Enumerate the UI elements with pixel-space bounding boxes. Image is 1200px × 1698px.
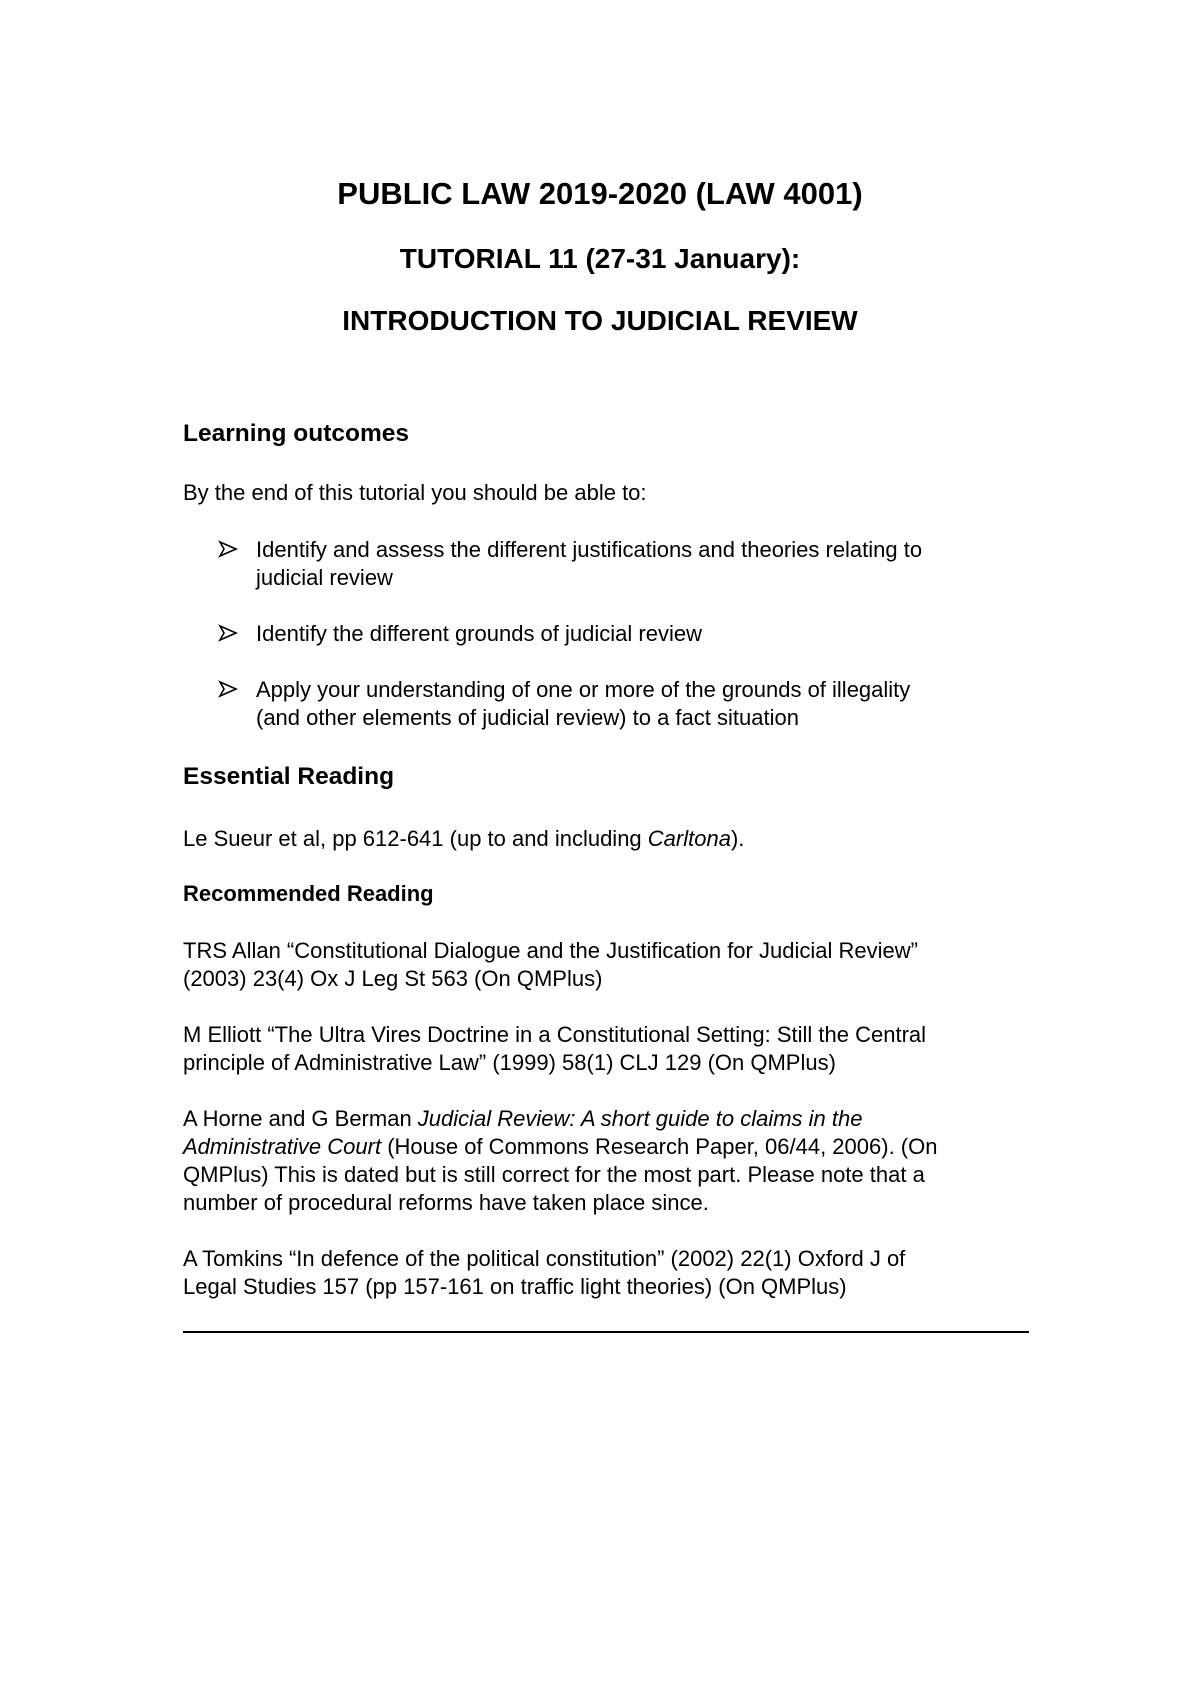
reading-title: Judicial Review: A short guide to claims in the <box>417 1106 863 1131</box>
learning-outcome-text: Identify and assess the different justifications and theories relating to <box>256 537 923 562</box>
learning-outcome-text: Identify the different grounds of judicial review <box>256 621 702 646</box>
essential-reading-heading: Essential Reading <box>183 763 395 790</box>
topic-title: INTRODUCTION TO JUDICIAL REVIEW <box>342 305 858 336</box>
reading-line: number of procedural reforms have taken place since. <box>183 1190 709 1215</box>
reading-line: (House of Commons Research Paper, 06/44, 2006). (On <box>381 1134 938 1159</box>
learning-outcomes-intro: By the end of this tutorial you should be able to: <box>183 480 647 505</box>
reading-line: QMPlus) This is dated but is still correct for the most part. Please note that a <box>183 1162 925 1187</box>
horizontal-rule <box>183 1331 1029 1333</box>
tutorial-title: TUTORIAL 11 (27-31 January): <box>399 243 801 274</box>
reading-tomkins <box>183 1245 1033 1301</box>
learning-outcome-text: Apply your understanding of one or more of the grounds of illegality <box>256 677 911 702</box>
reading-allan <box>183 937 1033 993</box>
essential-reading-citation-end: ). <box>730 826 745 851</box>
reading-horne <box>183 1105 1033 1217</box>
recommended-reading-heading: Recommended Reading <box>183 881 434 906</box>
arrow-bullet-icon <box>218 623 238 643</box>
reading-line: TRS Allan “Constitutional Dialogue and the Justification for Judicial Review” <box>183 938 918 963</box>
case-name: Carltona <box>647 826 731 851</box>
reading-line: Legal Studies 157 (pp 157-161 on traffic light theories) (On QMPlus) <box>183 1274 847 1299</box>
learning-outcomes-heading: Learning outcomes <box>183 420 409 447</box>
reading-line: A Tomkins “In defence of the political constitution” (2002) 22(1) Oxford J of <box>183 1246 906 1271</box>
learning-outcome-text: (and other elements of judicial review) to a fact situation <box>256 705 799 730</box>
arrow-bullet-icon <box>218 539 238 559</box>
reading-title: Administrative Court <box>183 1134 382 1159</box>
reading-authors: A Horne and G Berman <box>183 1106 418 1131</box>
course-title: PUBLIC LAW 2019-2020 (LAW 4001) <box>337 176 863 211</box>
essential-reading-text <box>183 825 1033 853</box>
learning-outcome-text: judicial review <box>256 565 393 590</box>
reading-elliott <box>183 1021 1033 1077</box>
reading-line: M Elliott “The Ultra Vires Doctrine in a Constitutional Setting: Still the Central <box>183 1022 927 1047</box>
reading-line: principle of Administrative Law” (1999) 58(1) CLJ 129 (On QMPlus) <box>183 1050 836 1075</box>
reading-line: (2003) 23(4) Ox J Leg St 563 (On QMPlus) <box>183 966 603 991</box>
arrow-bullet-icon <box>218 679 238 699</box>
essential-reading-citation: Le Sueur et al, pp 612-641 (up to and including <box>183 826 648 851</box>
